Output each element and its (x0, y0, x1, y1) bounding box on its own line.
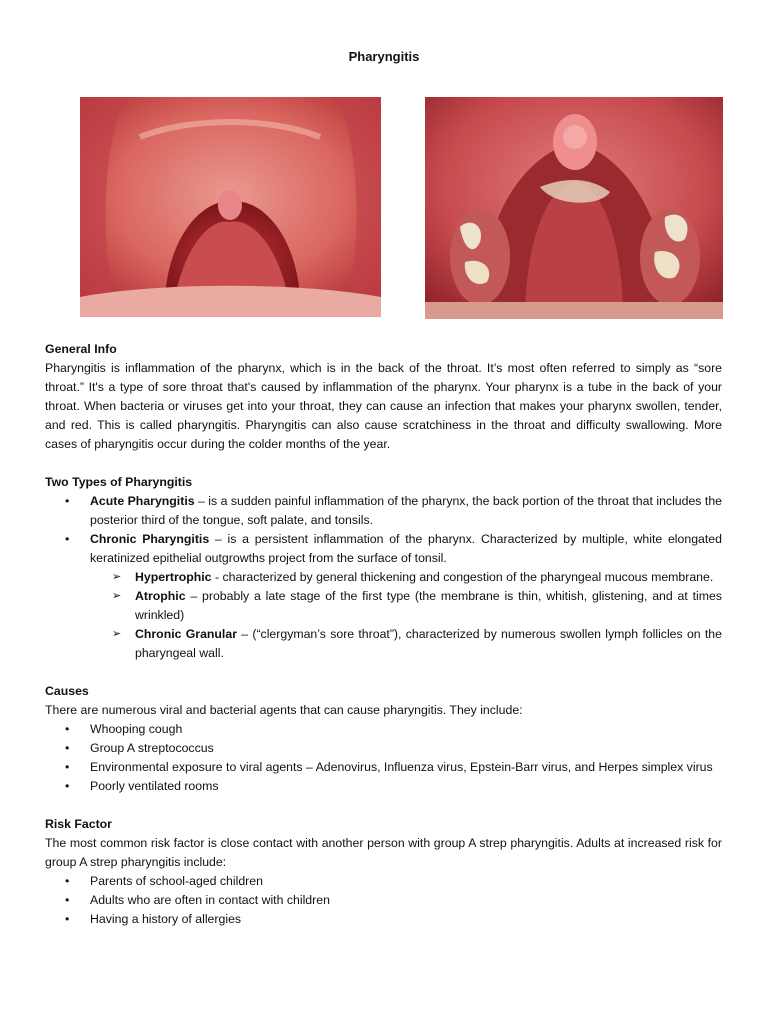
subtype-text: - characterized by general thickening and congestion of the pharyngeal mucous membrane. (211, 570, 714, 584)
list-item: • Parents of school-aged children (45, 872, 722, 891)
list-item (45, 492, 722, 530)
list-item: • Poorly ventilated rooms (45, 777, 722, 796)
chronic-text: – is a persistent inflammation of the pharynx. Characterized by multiple, white elongated keratinized epithelial outgrowths project from the surface of tonsil. (90, 532, 722, 565)
general-info-text: Pharyngitis is inflammation of the pharynx, which is in the back of the throat. It’s most often referred to simply as “sore throat.” It's a type of sore throat that's caused by inflammation of the pharynx. Your pharynx is a tube in the back of your throat. When bacteria or viruses get into your throat, they can cause an infection that makes your pharynx swollen, tender, and red. This is called pharyngitis. Pharyngitis can also cause scratchiness in the throat and difficulty swallowing. More cases of pharyngitis occur during the colder months of the year. (45, 361, 722, 451)
causes-heading: Causes (45, 684, 89, 698)
causes-list (45, 720, 722, 796)
list-item (90, 587, 722, 625)
acute-term: Acute Pharyngitis (90, 494, 195, 508)
subtype-term: Hypertrophic (135, 570, 212, 584)
subtype-term: Chronic Granular (135, 627, 237, 641)
list-item: • Environmental exposure to viral agents – Adenovirus, Influenza virus, Epstein-Barr virus, and Herpes simplex virus (45, 758, 722, 777)
list-item: • Having a history of allergies (45, 910, 722, 929)
chronic-term: Chronic Pharyngitis (90, 532, 210, 546)
causes-intro: There are numerous viral and bacterial agents that can cause pharyngitis. They include: (45, 703, 523, 717)
document-body (45, 340, 722, 929)
list-item: • Adults who are often in contact with children (45, 891, 722, 910)
tonsillar-exudate-photo (425, 97, 723, 319)
general-info-heading: General Info (45, 342, 117, 356)
document-title: Pharyngitis (348, 49, 420, 64)
risk-heading: Risk Factor (45, 817, 112, 831)
subtype-term: Atrophic (135, 589, 186, 603)
risk-list (45, 872, 722, 929)
list-item (45, 530, 722, 663)
acute-text: – is a sudden painful inflammation of the pharynx, the back portion of the throat that includes the posterior third of the tongue, soft palate, and tonsils. (90, 494, 722, 527)
list-item: • Group A streptococcus (45, 739, 722, 758)
inflamed-throat-photo (80, 97, 381, 317)
subtype-text: – (“clergyman’s sore throat”), characterized by numerous swollen lymph follicles on the pharyngeal wall. (135, 627, 722, 660)
subtype-text: – probably a late stage of the first type (the membrane is thin, whitish, glistening, and at times wrinkled) (135, 589, 722, 622)
chronic-subtypes-list (90, 568, 722, 663)
risk-intro: The most common risk factor is close contact with another person with group A strep pharyngitis. Adults at increased risk for group A strep pharyngitis include: (45, 836, 722, 869)
list-item (90, 625, 722, 663)
list-item (90, 568, 722, 587)
list-item: • Whooping cough (45, 720, 722, 739)
types-list (45, 492, 722, 663)
types-heading: Two Types of Pharyngitis (45, 475, 193, 489)
